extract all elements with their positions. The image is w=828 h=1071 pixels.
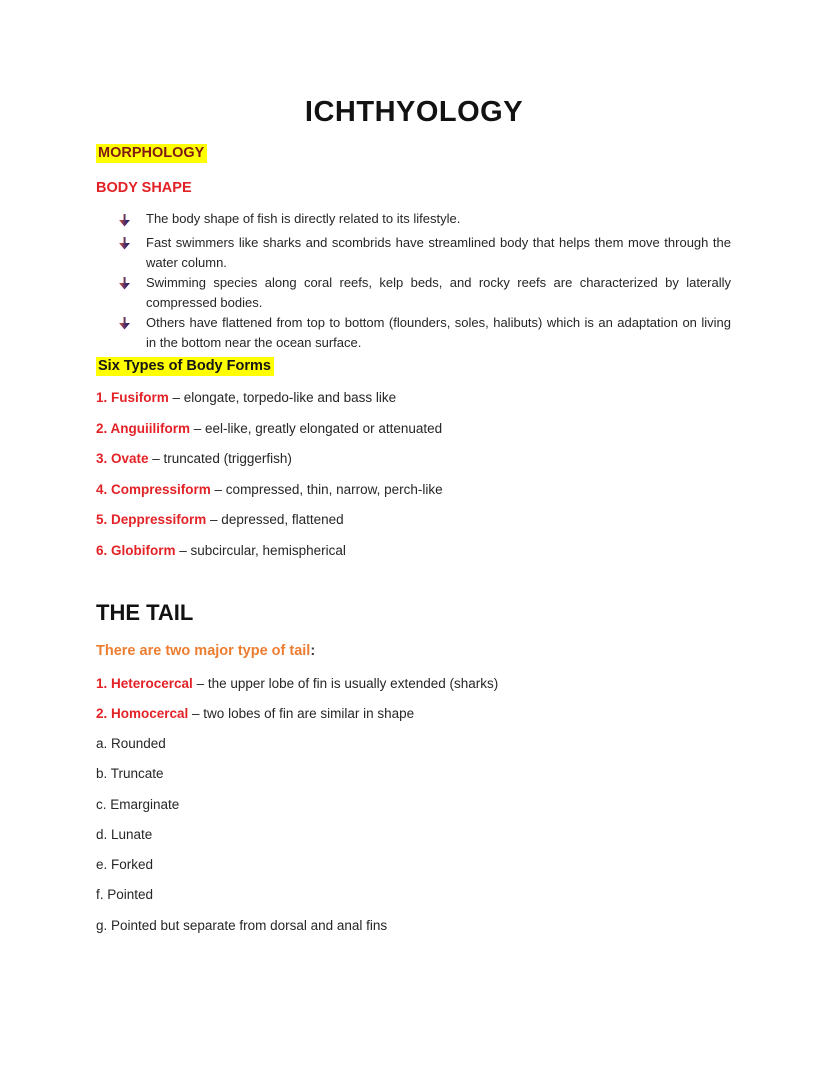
list-item bbox=[119, 273, 731, 313]
list-item: g. Pointed but separate from dorsal and anal fins bbox=[96, 917, 388, 933]
morphology-heading: MORPHOLOGY bbox=[96, 144, 207, 163]
list-item bbox=[96, 482, 443, 499]
page-title: ICHTHYOLOGY bbox=[304, 96, 524, 128]
term: 2. Homocercal bbox=[96, 706, 189, 721]
list-item bbox=[119, 209, 731, 233]
tail-shapes-list bbox=[96, 736, 387, 934]
definition: – compressed, thin, narrow, perch-like bbox=[210, 481, 443, 497]
term: 4. Compressiform bbox=[96, 481, 211, 497]
bullet-text: Fast swimmers like sharks and scombrids have streamlined body that helps them move through the water column. bbox=[146, 234, 731, 270]
term: 2. Anguiiliform bbox=[96, 420, 190, 436]
list-item: a. Rounded bbox=[96, 736, 166, 751]
list-item: b. Truncate bbox=[96, 766, 164, 782]
down-arrow-bullet-icon bbox=[119, 233, 146, 257]
list-item: c. Emarginate bbox=[96, 796, 180, 812]
list-item bbox=[96, 390, 443, 407]
down-arrow-bullet-icon bbox=[119, 209, 146, 233]
tail-types-list bbox=[96, 676, 498, 723]
term: 3. Ovate bbox=[96, 451, 149, 466]
bullet-text: The body shape of fish is directly related to its lifestyle. bbox=[146, 211, 461, 226]
list-item: f. Pointed bbox=[96, 887, 154, 903]
list-item bbox=[96, 543, 443, 560]
bullet-text: Others have flattened from top to bottom (flounders, soles, halibuts) which is an adaptation on living in the bottom near the ocean surface. bbox=[146, 314, 731, 350]
term: 1. Heterocercal bbox=[96, 676, 193, 691]
list-item bbox=[96, 451, 443, 468]
list-item bbox=[119, 233, 731, 273]
definition: – truncated (triggerfish) bbox=[148, 451, 292, 466]
body-shape-bullet-list bbox=[119, 209, 731, 353]
tail-intro bbox=[96, 643, 315, 659]
body-shape-heading: BODY SHAPE bbox=[96, 180, 192, 196]
list-item: e. Forked bbox=[96, 857, 154, 873]
the-tail-heading: THE TAIL bbox=[96, 600, 194, 625]
body-forms-list bbox=[96, 390, 443, 559]
tail-intro-text: There are two major type of tail bbox=[96, 643, 311, 659]
definition: – subcircular, hemispherical bbox=[175, 542, 346, 558]
down-arrow-bullet-icon bbox=[119, 313, 146, 337]
term: 6. Globiform bbox=[96, 542, 176, 558]
list-item bbox=[96, 512, 443, 529]
down-arrow-bullet-icon bbox=[119, 273, 146, 297]
definition: – elongate, torpedo-like and bass like bbox=[168, 390, 397, 405]
definition: – the upper lobe of fin is usually extended (sharks) bbox=[192, 676, 499, 691]
term: 1. Fusiform bbox=[96, 390, 169, 405]
bullet-text: Swimming species along coral reefs, kelp beds, and rocky reefs are characterized by laterally compressed bodies. bbox=[146, 274, 731, 310]
six-types-heading: Six Types of Body Forms bbox=[96, 357, 274, 376]
definition: – depressed, flattened bbox=[206, 512, 344, 527]
definition: – two lobes of fin are similar in shape bbox=[188, 706, 415, 721]
list-item: d. Lunate bbox=[96, 826, 153, 842]
list-item bbox=[119, 313, 731, 353]
list-item bbox=[96, 706, 498, 723]
term: 5. Deppressiform bbox=[96, 512, 207, 527]
tail-intro-colon: : bbox=[310, 643, 316, 659]
list-item bbox=[96, 421, 443, 438]
definition: – eel-like, greatly elongated or attenuated bbox=[190, 420, 443, 436]
list-item bbox=[96, 676, 498, 693]
